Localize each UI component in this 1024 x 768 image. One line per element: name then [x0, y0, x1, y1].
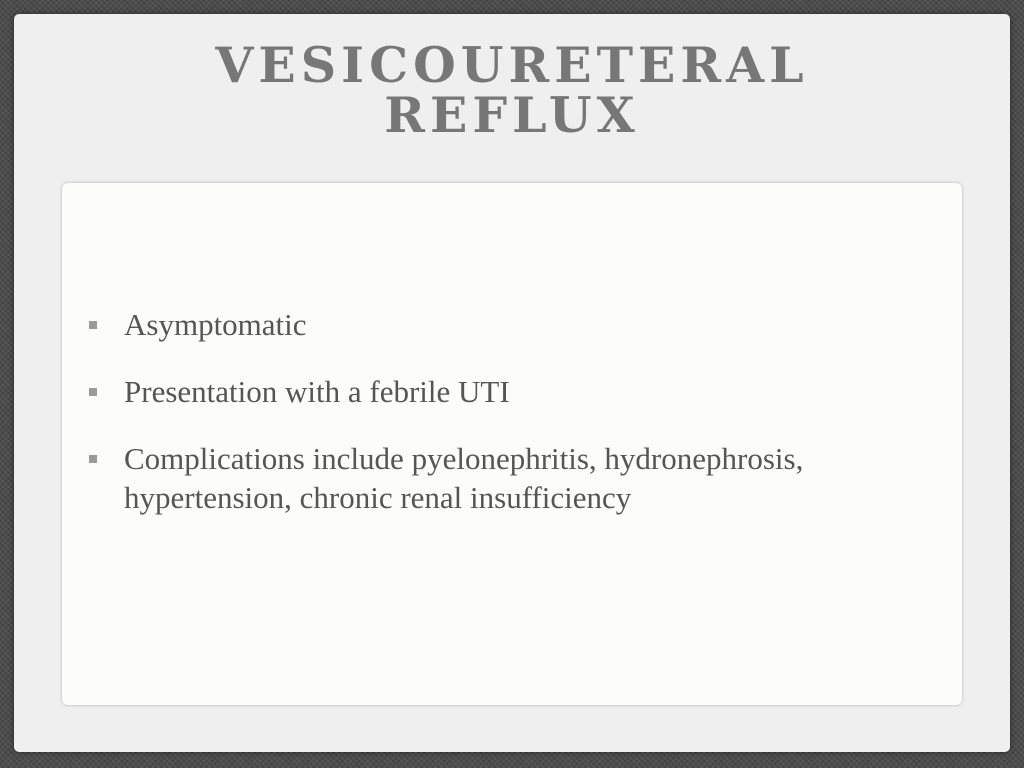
- bullet-item-presentation: [62, 372, 902, 411]
- slide-title-line-1: VESICOURETERAL: [215, 36, 809, 94]
- bullet-item-asymptomatic: [62, 305, 902, 344]
- bullet-square-icon: [89, 455, 97, 463]
- content-box: [62, 183, 962, 705]
- bullet-list: [62, 305, 902, 545]
- bullet-text: Asymptomatic: [124, 307, 307, 342]
- bullet-text: Presentation with a febrile UTI: [124, 374, 510, 409]
- bullet-square-icon: [89, 388, 97, 396]
- bullet-item-complications: [62, 439, 902, 517]
- slide: [14, 14, 1010, 752]
- bullet-square-icon: [89, 321, 97, 329]
- slide-title-line-2: REFLUX: [384, 86, 640, 144]
- bullet-text: Complications include pyelonephritis, hydronephrosis, hypertension, chronic renal insufficiency: [124, 441, 804, 515]
- slide-title: [14, 36, 1010, 144]
